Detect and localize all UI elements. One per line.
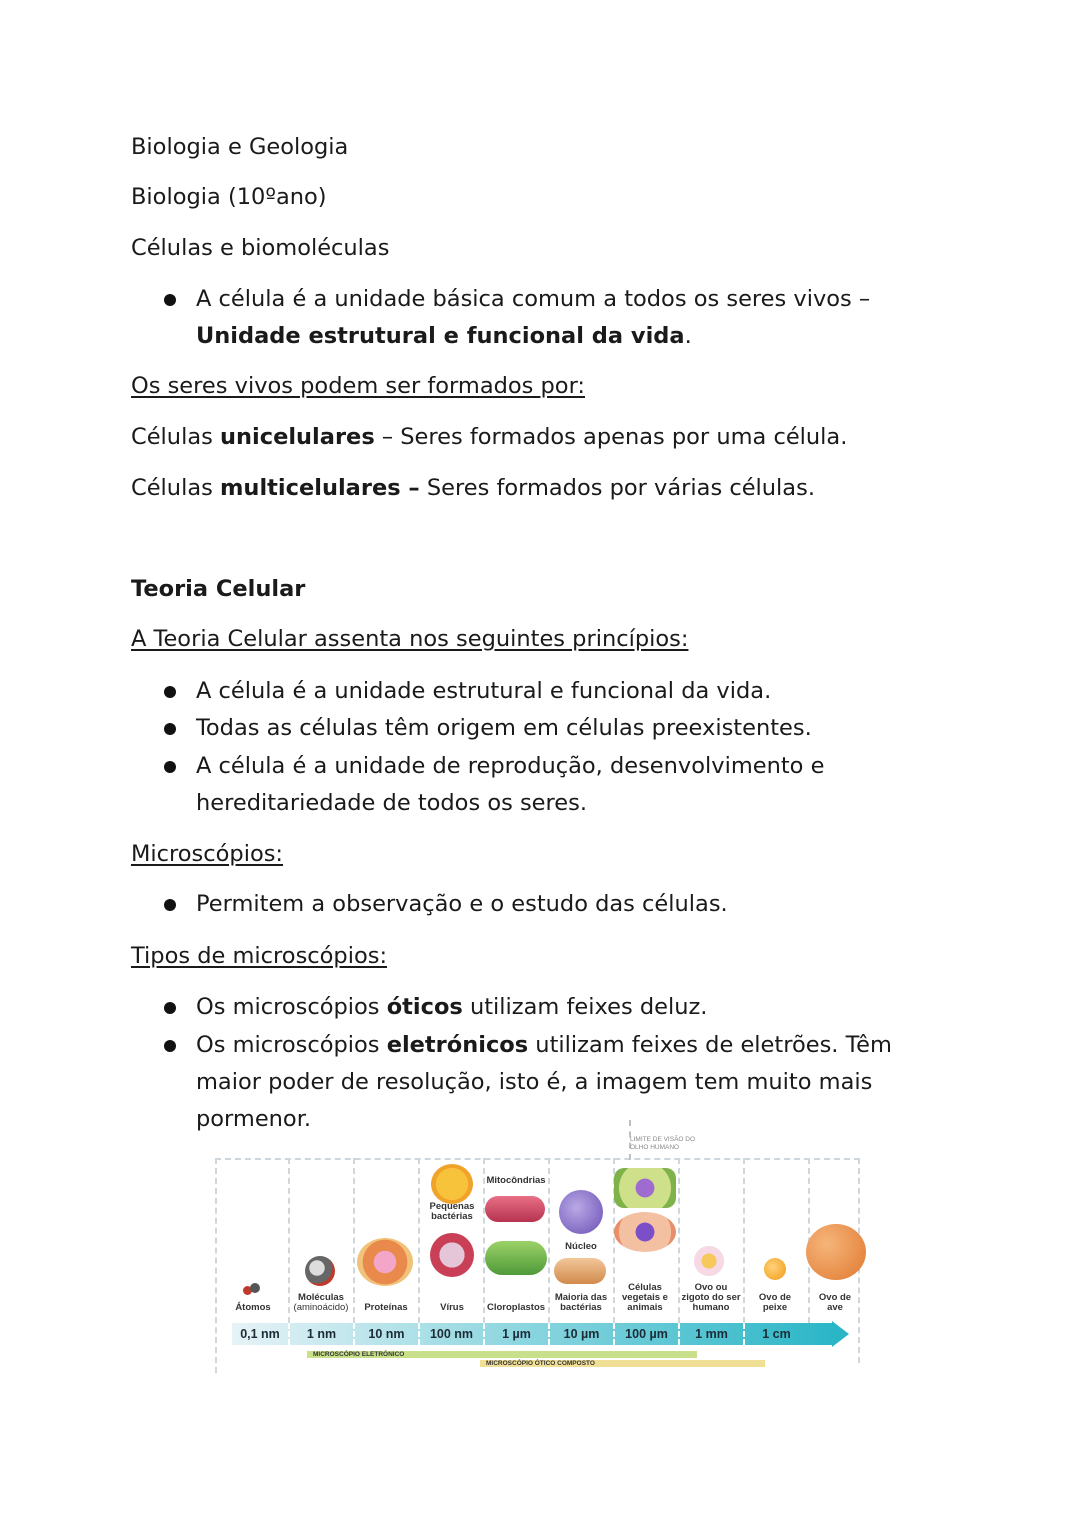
- scale-tick: 0,1 nm: [232, 1323, 290, 1345]
- column-divider: [548, 1158, 550, 1323]
- scale-tick: 1 nm: [290, 1323, 355, 1345]
- intro-bullet: [196, 281, 956, 355]
- intro-end: .: [684, 323, 692, 349]
- types-heading: Tipos de microscópios:: [131, 943, 388, 969]
- bullet-dot: [164, 294, 176, 306]
- intro-bold: Unidade estrutural e funcional da vida: [196, 323, 685, 349]
- electron-bold: eletrónicos: [386, 1032, 529, 1058]
- multicellular-line: [131, 473, 815, 503]
- label-celulas: Células vegetais e animais: [622, 1282, 668, 1313]
- optic-prefix: Os microscópios: [196, 994, 387, 1020]
- fish-egg-icon: [764, 1258, 786, 1280]
- scale-tick: 100 µm: [615, 1323, 680, 1345]
- label-moleculas-main: Moléculas: [298, 1292, 344, 1303]
- scale-tick: 10 nm: [355, 1323, 420, 1345]
- figure-top-border: [215, 1158, 860, 1160]
- scale-tick: 1 mm: [680, 1323, 745, 1345]
- scale-arrow-head: [832, 1321, 849, 1347]
- label-atomos: Átomos: [235, 1302, 271, 1313]
- virus-icon: [430, 1233, 474, 1277]
- intro-text: A célula é a unidade básica comum a todos os seres vivos –: [196, 286, 871, 312]
- protein-icon: [357, 1238, 413, 1286]
- scale-tick: 100 nm: [420, 1323, 485, 1345]
- animal-cell-icon: [614, 1212, 676, 1252]
- electron-text: utilizam feixes de eletrões. Têm maior poder de resolução, isto é, a imagem tem muito mais pormenor.: [196, 1032, 892, 1132]
- label-moleculas-sub: (aminoácido): [293, 1302, 349, 1313]
- principle-item: A célula é a unidade estrutural e funcional da vida.: [196, 678, 772, 704]
- optic-bold: óticos: [386, 994, 463, 1020]
- bacteria-icon: [554, 1258, 606, 1284]
- molecule-icon: [305, 1256, 335, 1286]
- label-mitocondrias: Mitocôndrias: [486, 1175, 546, 1186]
- scale-tick: 1 cm: [762, 1327, 791, 1341]
- label-nucleo: Núcleo: [565, 1241, 597, 1252]
- label-ovo-peixe: Ovo de peixe: [758, 1292, 792, 1313]
- scale-tick: 1 µm: [485, 1323, 550, 1345]
- scale-bar: [232, 1323, 842, 1345]
- column-divider: [353, 1158, 355, 1323]
- label-moleculas: [290, 1293, 352, 1313]
- label-ovo-ave: Ovo de ave: [818, 1292, 852, 1313]
- multi-text: Seres formados por várias células.: [419, 475, 815, 501]
- course-title: Biologia (10ºano): [131, 184, 327, 210]
- living-heading: Os seres vivos podem ser formados por:: [131, 373, 586, 399]
- topic-title: Células e biomoléculas: [131, 235, 390, 261]
- uni-prefix: Células: [131, 424, 220, 450]
- human-egg-icon: [694, 1246, 724, 1276]
- small-bacteria-icon: [431, 1164, 473, 1204]
- figure-left-border: [215, 1158, 217, 1373]
- uni-text: – Seres formados apenas por uma célula.: [374, 424, 848, 450]
- plant-cell-icon: [614, 1168, 676, 1208]
- subject-title: Biologia e Geologia: [131, 134, 349, 160]
- bullet-dot: [164, 686, 176, 698]
- label-ovo-humano: Ovo ou zigoto do ser humano: [681, 1282, 741, 1313]
- column-divider: [743, 1158, 745, 1323]
- optic-text: utilizam feixes deluz.: [462, 994, 708, 1020]
- chloroplast-icon: [485, 1241, 547, 1275]
- bird-egg-icon: [806, 1224, 866, 1280]
- column-divider: [483, 1158, 485, 1323]
- label-maioria-bacterias: Maioria das bactérias: [554, 1292, 608, 1313]
- microscopes-bullet: Permitem a observação e o estudo das células.: [196, 891, 728, 917]
- theory-heading: A Teoria Celular assenta nos seguintes princípios:: [131, 626, 689, 652]
- principle-item: A célula é a unidade de reprodução, desenvolvimento e hereditariedade de todos os seres.: [196, 753, 825, 816]
- bullet-dot: [164, 1002, 176, 1014]
- microscopes-heading: Microscópios:: [131, 841, 284, 867]
- unicellular-line: [131, 422, 847, 452]
- principle-item: Todas as células têm origem em células preexistentes.: [196, 715, 812, 741]
- bullet-dot: [164, 899, 176, 911]
- bullet-dot: [164, 723, 176, 735]
- multi-prefix: Células: [131, 475, 220, 501]
- scale-figure: [210, 1118, 870, 1376]
- scale-tick: 10 µm: [550, 1323, 615, 1345]
- atom-icon: [250, 1283, 260, 1293]
- multi-bold: multicelulares –: [219, 475, 420, 501]
- label-cloroplastos: Cloroplastos: [486, 1302, 546, 1313]
- bullet-dot: [164, 761, 176, 773]
- label-virus: Vírus: [440, 1302, 464, 1313]
- label-pequenas-bacterias: Pequenas bactérias: [429, 1201, 475, 1222]
- label-proteinas: Proteínas: [364, 1302, 408, 1313]
- mitochondrion-icon: [485, 1196, 545, 1222]
- theory-title: Teoria Celular: [131, 576, 306, 602]
- optic-bullet: [196, 989, 956, 1026]
- electron-microscope-range: MICROSCÓPIO ELETRÓNICO: [307, 1351, 697, 1358]
- electron-prefix: Os microscópios: [196, 1032, 387, 1058]
- nucleus-icon: [559, 1190, 603, 1234]
- bullet-dot: [164, 1040, 176, 1052]
- vision-limit-label: LIMITE DE VISÃO DO OLHO HUMANO: [630, 1136, 696, 1151]
- uni-bold: unicelulares: [219, 424, 375, 450]
- optic-microscope-range: MICROSCÓPIO ÓTICO COMPOSTO: [480, 1360, 765, 1367]
- column-divider: [418, 1158, 420, 1323]
